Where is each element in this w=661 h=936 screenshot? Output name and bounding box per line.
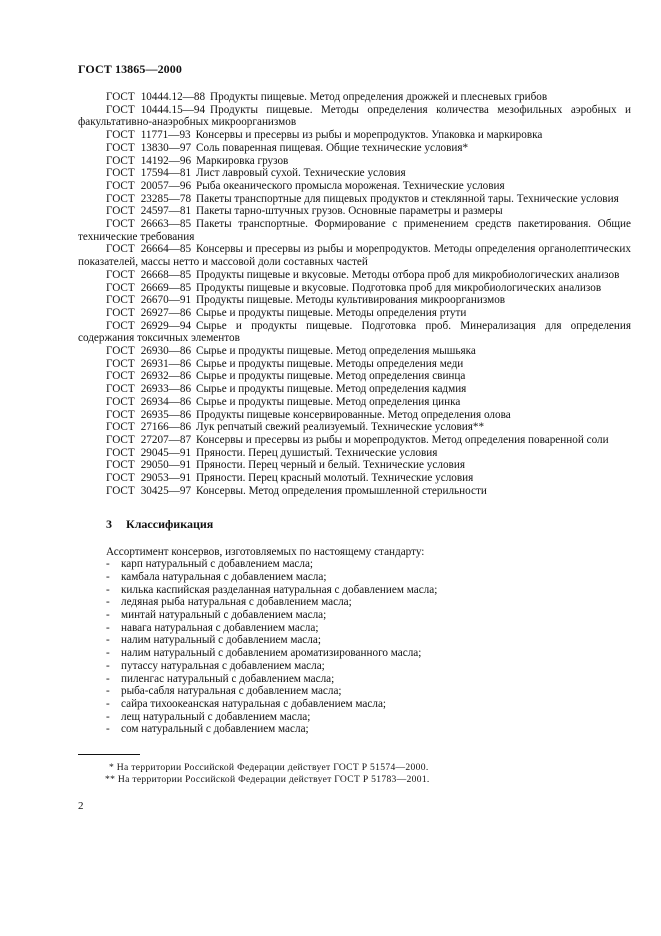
reference-standard-number: 26668—85 (140, 268, 192, 281)
reference-title: Лист лавровый сухой. Технические условия (196, 167, 406, 180)
reference-standard-number: 23285—78 (140, 192, 192, 205)
reference-title: Продукты пищевые и вкусовые. Подготовка проб для микробиологических анализов (196, 281, 602, 294)
list-item-text: ледяная рыба натуральная с добавлением масла; (121, 596, 352, 609)
reference-entry (78, 396, 631, 409)
reference-entry (78, 269, 631, 282)
reference-standard-prefix: ГОСТ (106, 218, 135, 231)
list-item-text: килька каспийская разделанная натуральная с добавлением масла; (121, 583, 438, 596)
reference-entry (78, 205, 631, 218)
section-intro: Ассортимент консервов, изготовляемых по настоящему стандарту: (106, 545, 425, 558)
reference-standard-number: 14192—96 (140, 154, 192, 167)
reference-entry (78, 447, 631, 460)
list-item-text: сом натуральный с добавлением масла; (121, 723, 309, 736)
reference-title: Консервы. Метод определения промышленной стерильности (196, 484, 487, 497)
list-item (106, 584, 631, 597)
list-item (106, 622, 631, 635)
reference-standard-prefix: ГОСТ (106, 179, 135, 192)
reference-standard-prefix: ГОСТ (106, 345, 135, 358)
reference-entry (78, 294, 631, 307)
reference-standard-prefix: ГОСТ (106, 306, 135, 319)
reference-title: Сырье и продукты пищевые. Метод определения свинца (196, 370, 466, 383)
reference-standard-number: 26933—86 (140, 383, 192, 396)
bullet-dash-icon: - (106, 596, 110, 609)
reference-standard-number: 24597—81 (140, 205, 192, 218)
reference-standard-prefix: ГОСТ (106, 192, 135, 205)
reference-title: Сырье и продукты пищевые. Подготовка проб. Минерализация для определения содержания токсичных элементов (78, 319, 631, 345)
reference-standard-prefix: ГОСТ (106, 472, 135, 485)
reference-entry (78, 243, 631, 268)
reference-entry (78, 434, 631, 447)
reference-title: Лук репчатый свежий реализуемый. Технические условия** (196, 421, 485, 434)
list-item-text: лещ натуральный с добавлением масла; (121, 710, 311, 723)
reference-standard-number: 13830—97 (140, 141, 192, 154)
section-title: Классификация (126, 516, 214, 531)
bullet-dash-icon: - (106, 710, 110, 723)
reference-entry (78, 472, 631, 485)
reference-standard-prefix: ГОСТ (106, 281, 135, 294)
list-item-text: камбала натуральная с добавлением масла; (121, 570, 327, 583)
list-item (106, 711, 631, 724)
reference-standard-number: 26927—86 (140, 306, 192, 319)
bullet-dash-icon: - (106, 685, 110, 698)
reference-standard-prefix: ГОСТ (106, 319, 135, 332)
reference-entry (78, 218, 631, 243)
reference-standard-prefix: ГОСТ (106, 484, 135, 497)
reference-standard-prefix: ГОСТ (106, 268, 135, 281)
reference-entry (78, 155, 631, 168)
list-item (106, 596, 631, 609)
reference-title: Сырье и продукты пищевые. Методы определения меди (196, 357, 464, 370)
reference-standard-prefix: ГОСТ (106, 459, 135, 472)
reference-entry (78, 180, 631, 193)
reference-entry (78, 167, 631, 180)
reference-title: Консервы и пресервы из рыбы и морепродуктов. Методы определения органолептических показателей, массы нетто и массовой доли составных частей (78, 243, 631, 269)
bullet-dash-icon: - (106, 659, 110, 672)
footnote-divider (78, 754, 140, 755)
reference-entry (78, 459, 631, 472)
reference-title: Сырье и продукты пищевые. Метод определения мышьяка (196, 345, 476, 358)
reference-entry (78, 383, 631, 396)
reference-entry (78, 370, 631, 383)
reference-title: Рыба океанического промысла мороженая. Технические условия (196, 179, 505, 192)
list-item (106, 660, 631, 673)
reference-standard-number: 17594—81 (140, 167, 192, 180)
reference-standard-number: 10444.15—94 (140, 103, 206, 116)
reference-standard-prefix: ГОСТ (106, 91, 135, 103)
bullet-dash-icon: - (106, 609, 110, 622)
bullet-dash-icon: - (106, 570, 110, 583)
reference-title: Маркировка грузов (196, 154, 289, 167)
reference-standard-number: 10444.12—88 (140, 91, 206, 103)
reference-title: Продукты пищевые. Методы определения количества мезофильных аэробных и факультативно-анаэробных микроорганизмов (78, 103, 631, 129)
list-item-text: навага натуральная с добавлением масла; (121, 621, 319, 634)
list-item (106, 558, 631, 571)
reference-entry (78, 421, 631, 434)
bullet-dash-icon: - (106, 672, 110, 685)
list-item (106, 685, 631, 698)
bullet-dash-icon: - (106, 621, 110, 634)
reference-title: Пряности. Перец черный и белый. Технические условия (196, 459, 465, 472)
reference-title: Пакеты тарно-штучных грузов. Основные параметры и размеры (196, 205, 503, 218)
bullet-dash-icon: - (106, 634, 110, 647)
section-body (78, 546, 631, 737)
list-item-text: минтай натуральный с добавлением масла; (121, 609, 327, 622)
reference-entry (78, 129, 631, 142)
reference-standard-number: 29050—91 (140, 459, 192, 472)
reference-title: Пакеты транспортные для пищевых продуктов и стеклянной тары. Технические условия (196, 192, 619, 205)
reference-standard-prefix: ГОСТ (106, 370, 135, 383)
list-item-text: пиленгас натуральный с добавлением масла; (121, 672, 335, 685)
bullet-dash-icon: - (106, 647, 110, 660)
reference-title: Продукты пищевые консервированные. Метод определения олова (196, 408, 511, 421)
list-item (106, 634, 631, 647)
reference-standard-prefix: ГОСТ (106, 383, 135, 396)
reference-standard-number: 27166—86 (140, 421, 192, 434)
list-item (106, 673, 631, 686)
reference-standard-number: 26929—94 (140, 319, 192, 332)
reference-title: Консервы и пресервы из рыбы и морепродуктов. Упаковка и маркировка (195, 129, 543, 142)
reference-standard-prefix: ГОСТ (106, 129, 135, 142)
reference-entry (78, 485, 631, 498)
footnote-1: * На территории Российской Федерации действует ГОСТ Р 51574—2000. (109, 762, 429, 774)
bullet-dash-icon: - (106, 697, 110, 710)
reference-entry (78, 345, 631, 358)
reference-entry (78, 104, 631, 129)
reference-standard-number: 26664—85 (140, 243, 192, 256)
document-header: ГОСТ 13865—2000 (78, 62, 182, 76)
reference-standard-number: 11771—93 (140, 129, 191, 142)
reference-entry (78, 409, 631, 422)
reference-standard-prefix: ГОСТ (106, 294, 135, 307)
reference-standard-prefix: ГОСТ (106, 141, 135, 154)
reference-standard-number: 30425—97 (140, 484, 192, 497)
list-item-text: налим натуральный с добавлением ароматизированного масла; (121, 647, 422, 660)
section-heading (106, 517, 631, 531)
assortment-list (106, 558, 631, 736)
reference-standard-number: 26931—86 (140, 357, 192, 370)
reference-standard-prefix: ГОСТ (106, 446, 135, 459)
reference-standard-prefix: ГОСТ (106, 357, 135, 370)
reference-title: Соль поваренная пищевая. Общие технические условия* (196, 141, 469, 154)
list-item (106, 647, 631, 660)
footnote-2: ** На территории Российской Федерации действует ГОСТ Р 51783—2001. (105, 774, 430, 786)
reference-standard-number: 20057—96 (140, 179, 192, 192)
normative-references-list (78, 91, 631, 498)
reference-standard-prefix: ГОСТ (106, 421, 135, 434)
footnotes (78, 762, 631, 786)
section-number: 3 (106, 516, 112, 531)
reference-standard-prefix: ГОСТ (106, 103, 135, 116)
reference-title: Сырье и продукты пищевые. Методы определения ртути (196, 306, 467, 319)
reference-standard-prefix: ГОСТ (106, 154, 135, 167)
reference-entry (78, 142, 631, 155)
reference-title: Пряности. Перец красный молотый. Технические условия (196, 472, 474, 485)
reference-standard-number: 26934—86 (140, 395, 192, 408)
list-item-text: путассу натуральная с добавлением масла; (121, 659, 325, 672)
reference-standard-prefix: ГОСТ (106, 205, 135, 218)
list-item (106, 723, 631, 736)
list-item-text: налим натуральный с добавлением масла; (121, 634, 321, 647)
reference-entry (78, 282, 631, 295)
reference-standard-prefix: ГОСТ (106, 395, 135, 408)
list-item (106, 571, 631, 584)
list-item-text: рыба-сабля натуральная с добавлением масла; (121, 685, 342, 698)
reference-entry (78, 307, 631, 320)
reference-title: Продукты пищевые. Методы культивирования микроорганизмов (196, 294, 506, 307)
list-item-text: карп натуральный с добавлением масла; (121, 558, 314, 571)
reference-standard-number: 26930—86 (140, 345, 192, 358)
reference-title: Консервы и пресервы из рыбы и морепродуктов. Метод определения поваренной соли (196, 433, 609, 446)
reference-title: Пряности. Перец душистый. Технические условия (196, 446, 438, 459)
bullet-dash-icon: - (106, 723, 110, 736)
bullet-dash-icon: - (106, 558, 110, 571)
reference-standard-prefix: ГОСТ (106, 433, 135, 446)
reference-entry (78, 320, 631, 345)
reference-standard-number: 29045—91 (140, 446, 192, 459)
list-item-text: сайра тихоокеанская натуральная с добавлением масла; (121, 697, 387, 710)
reference-title: Продукты пищевые и вкусовые. Методы отбора проб для микробиологических анализов (196, 268, 620, 281)
reference-entry (78, 193, 631, 206)
reference-title: Продукты пищевые. Метод определения дрожжей и плесневых грибов (210, 91, 548, 103)
list-item (106, 698, 631, 711)
list-item (106, 609, 631, 622)
reference-title: Сырье и продукты пищевые. Метод определения цинка (196, 395, 461, 408)
bullet-dash-icon: - (106, 583, 110, 596)
document-page (78, 62, 631, 812)
page-number: 2 (78, 800, 84, 813)
reference-standard-prefix: ГОСТ (106, 167, 135, 180)
reference-title: Сырье и продукты пищевые. Метод определения кадмия (196, 383, 467, 396)
reference-standard-number: 29053—91 (140, 472, 192, 485)
reference-standard-number: 26932—86 (140, 370, 192, 383)
reference-standard-number: 26670—91 (140, 294, 192, 307)
reference-title: Пакеты транспортные. Формирование с применением средств пакетирования. Общие технические требования (78, 218, 631, 243)
reference-standard-prefix: ГОСТ (106, 408, 135, 421)
reference-entry (78, 91, 631, 104)
reference-standard-number: 26669—85 (140, 281, 192, 294)
reference-standard-number: 26663—85 (140, 218, 192, 231)
reference-standard-number: 27207—87 (140, 433, 192, 446)
reference-standard-prefix: ГОСТ (106, 243, 135, 256)
reference-standard-number: 26935—86 (140, 408, 192, 421)
reference-entry (78, 358, 631, 371)
